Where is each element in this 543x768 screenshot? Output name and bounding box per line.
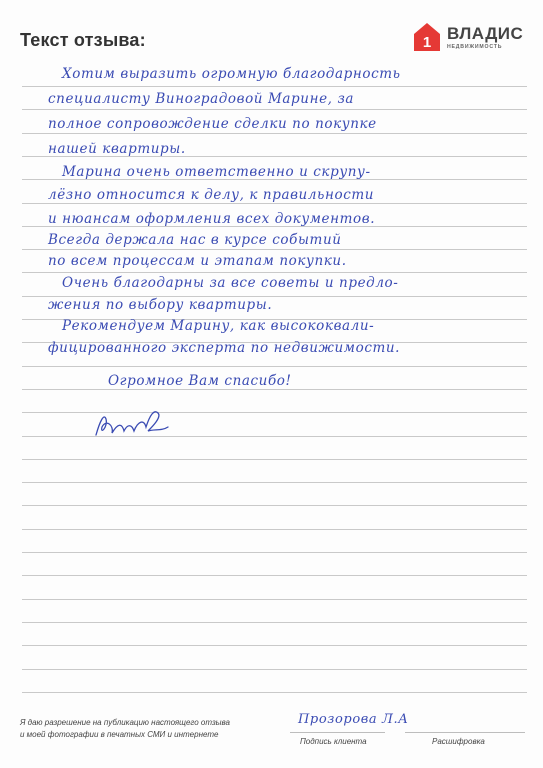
consent-line-2: и моей фотографии в печатных СМИ и интернете: [20, 730, 219, 739]
review-line: Всегда держала нас в курсе событий: [48, 232, 342, 248]
ruled-line: [22, 645, 527, 646]
body-signature: [92, 405, 172, 443]
client-name-handwritten: Прозорова Л.А: [298, 712, 409, 727]
ruled-line: [22, 366, 527, 367]
review-line: по всем процессам и этапам покупки.: [48, 253, 347, 269]
consent-text: [20, 717, 230, 741]
review-line: Огромное Вам спасибо!: [108, 373, 292, 389]
review-line: нашей квартиры.: [48, 141, 186, 157]
ruled-line: [22, 692, 527, 693]
review-line: жения по выбору квартиры.: [48, 297, 273, 313]
logo-brand: ВЛАДИС: [447, 24, 524, 43]
ruled-line: [22, 133, 527, 134]
consent-line-1: Я даю разрешение на публикацию настоящего отзыва: [20, 718, 230, 727]
review-line: Хотим выразить огромную благодарность: [62, 66, 401, 82]
ruled-line: [22, 575, 527, 576]
ruled-line: [22, 622, 527, 623]
review-line: фицированного эксперта по недвижимости.: [48, 340, 401, 356]
review-line: и нюансам оформления всех документов.: [48, 211, 376, 227]
ruled-line: [22, 552, 527, 553]
logo-subtitle: НЕДВИЖИМОСТЬ: [447, 44, 503, 50]
ruled-line: [22, 529, 527, 530]
page-title: Текст отзыва:: [20, 30, 146, 50]
review-line: Марина очень ответственно и скрупу-: [62, 164, 371, 180]
ruled-line: [22, 86, 527, 87]
review-line: специалисту Виноградовой Марине, за: [48, 91, 355, 107]
ruled-line: [22, 272, 527, 273]
review-line: Очень благодарны за все советы и предло-: [62, 275, 399, 291]
ruled-line: [22, 482, 527, 483]
review-line: полное сопровождение сделки по покупке: [48, 116, 377, 132]
review-line: Рекомендуем Марину, как высококвали-: [62, 318, 375, 334]
decoding-caption: Расшифровка: [432, 737, 485, 746]
ruled-line: [22, 505, 527, 506]
signature-caption: Подпись клиента: [300, 737, 367, 746]
decoding-line: [405, 732, 525, 733]
ruled-line: [22, 249, 527, 250]
ruled-line: [22, 109, 527, 110]
ruled-line: [22, 459, 527, 460]
ruled-line: [22, 389, 527, 390]
logo-badge: 1: [422, 34, 432, 51]
ruled-line: [22, 599, 527, 600]
ruled-line: [22, 669, 527, 670]
signature-line: [290, 732, 385, 733]
review-line: лёзно относится к делу, к правильности: [48, 187, 375, 203]
